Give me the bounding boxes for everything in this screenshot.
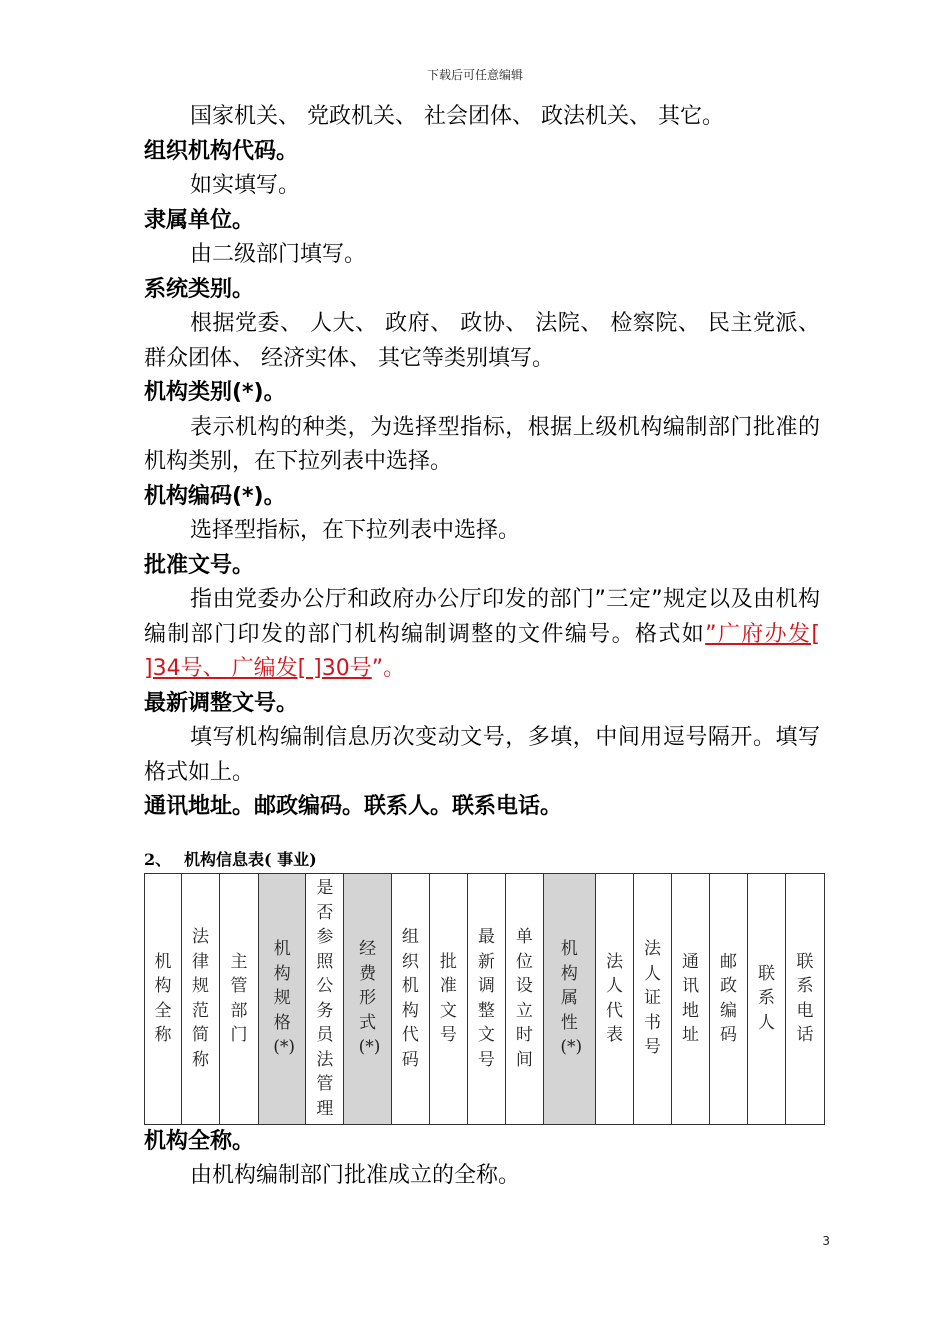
document-body — [144, 100, 820, 1194]
table-header-label: 联系人 — [757, 963, 775, 1033]
table-header-cell — [344, 873, 391, 1124]
section-title-text: 机构信息表( 事业) — [184, 849, 317, 869]
table-header-cell — [747, 873, 785, 1124]
table-header-cell — [505, 873, 543, 1124]
paragraph-org-category: 表示机构的种类，为选择型指标，根据上级机构编制部门批准的机构类别，在下拉列表中选择。 — [144, 414, 820, 474]
page-header: 下载后可任意编辑 — [426, 68, 523, 82]
table-header-cell — [258, 873, 305, 1124]
org-info-table — [144, 873, 825, 1125]
table-header-label: 邮政编码 — [719, 951, 737, 1045]
paragraph-latest-doc: 填写机构编制信息历次变动文号，多填，中间用逗号隔开。填写格式如上。 — [144, 725, 820, 785]
table-header-label: 是否参照公务员法管理 — [316, 878, 334, 1119]
paragraph-org-number: 选择型指标，在下拉列表中选择。 — [190, 518, 521, 543]
heading-org-number: 机构编码(*)。 — [144, 483, 286, 509]
table-header-cell — [596, 873, 634, 1124]
table-header-label: 法律规范简称 — [192, 927, 210, 1070]
heading-system-category: 系统类别。 — [144, 276, 255, 302]
section-title — [144, 849, 820, 873]
paragraph-org-types: 国家机关、 党政机关、 社会团体、 政法机关、 其它。 — [190, 104, 724, 129]
paragraph-approval-doc — [144, 583, 820, 687]
heading-org-code: 组织机构代码。 — [144, 138, 299, 164]
table-header-label: 机构全称 — [154, 951, 172, 1045]
table-header-cell — [543, 873, 595, 1124]
table-header-cell — [672, 873, 710, 1124]
table-header-cell — [145, 873, 182, 1124]
table-header-cell — [182, 873, 220, 1124]
section-number: 2、 — [144, 849, 172, 869]
table-header-label: 法人代表 — [606, 951, 624, 1045]
paragraph-full-name: 由机构编制部门批准成立的全称。 — [190, 1163, 521, 1188]
table-header-label: 主管部门 — [230, 951, 248, 1045]
table-header-label: 组织机构代码 — [401, 927, 419, 1070]
heading-affiliation: 隶属单位。 — [144, 207, 255, 233]
table-header-cell — [634, 873, 672, 1124]
format-example-end: ”。 — [371, 656, 406, 681]
format-example-text: ”广府办发[ ]34号、 广编发[ ]30号 — [144, 621, 820, 681]
table-header-row — [145, 873, 825, 1124]
page-number: 3 — [822, 1234, 830, 1248]
paragraph-system-category: 根据党委、 人大、 政府、 政协、 法院、 检察院、 民主党派、 群众团体、 经济实体、 其它等类别填写。 — [144, 311, 820, 371]
table-header-label: 批准文号 — [439, 951, 457, 1045]
paragraph-org-code: 如实填写。 — [190, 173, 301, 198]
table-header-label: 机构属性(*) — [560, 939, 583, 1058]
heading-full-name: 机构全称。 — [144, 1128, 255, 1154]
table-header-label: 联系电话 — [796, 951, 814, 1045]
table-header-cell — [467, 873, 505, 1124]
table-header-label: 单位设立时间 — [515, 927, 533, 1070]
table-header-label: 通讯地址 — [681, 951, 699, 1045]
approval-doc-text: 指由党委办公厅和政府办公厅印发的部门”三定”规定以及由机构编制部门印发的部门机构编制调整的文件编号。格式如 — [144, 587, 820, 647]
heading-latest-doc: 最新调整文号。 — [144, 690, 299, 716]
table-header-cell — [306, 873, 344, 1124]
table-header-cell — [391, 873, 429, 1124]
table-header-cell — [709, 873, 747, 1124]
heading-contact-info: 通讯地址。邮政编码。联系人。联系电话。 — [144, 794, 563, 819]
table-header-cell — [785, 873, 824, 1124]
table-header-label: 经费形式(*) — [358, 939, 381, 1058]
heading-approval-doc: 批准文号。 — [144, 552, 255, 578]
table-header-label: 机构规格(*) — [273, 939, 295, 1058]
table-header-label: 法人证书号 — [644, 939, 661, 1058]
heading-org-category: 机构类别(*)。 — [144, 380, 286, 405]
table-header-label: 最新调整文号 — [477, 927, 495, 1070]
paragraph-affiliation: 由二级部门填写。 — [190, 242, 367, 267]
table-header-cell — [220, 873, 259, 1124]
table-header-cell — [429, 873, 467, 1124]
